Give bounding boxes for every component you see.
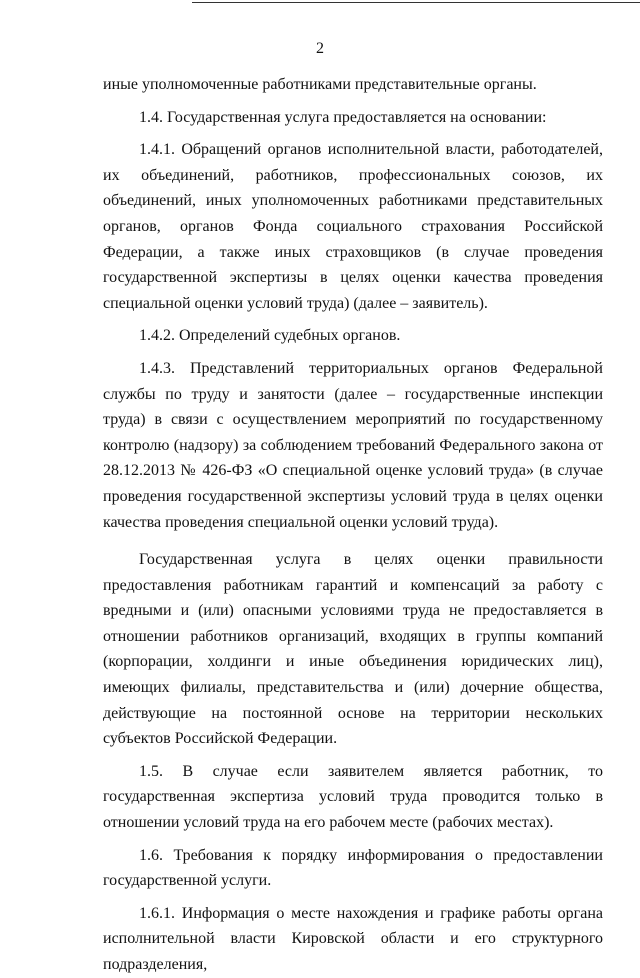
page-number: 2 bbox=[316, 40, 324, 57]
paragraph-1-4-3: 1.4.3. Представлений территориальных органов Федеральной службы по труду и занятости (далее – государственные инспекции труда) в связи с осуществлением мероприятий по государственному контролю (надзору) за соблюдением требований Федерального закона от 28.12.2013 № 426-ФЗ «О специальной оценке условий труда» (в случае проведения государственной экспертизы условий труда в целях оценки качества проведения специальной оценки условий труда). bbox=[103, 359, 603, 531]
paragraph-service-exclusion: Государственная услуга в целях оценки правильности предоставления работникам гарантий и компенсаций за работу с вредными и (или) опасными условиями труда не предоставляется в отношении работников организаций, входящих в группы компаний (корпорации, холдинги и иные объединения юридических лиц), имеющих филиалы, представительства и (или) дочерние общества, действующие на постоянной основе на территории нескольких субъектов Российской Федерации. bbox=[103, 551, 603, 748]
paragraph-1-5: 1.5. В случае если заявителем является работник, то государственная экспертиза условий труда проводится только в отношении условий труда на его рабочем месте (рабочих местах). bbox=[103, 762, 603, 832]
paragraph-1-6-1: 1.6.1. Информация о месте нахождения и графике работы органа исполнительной власти Кировской области и его структурного подразделения, bbox=[103, 904, 603, 973]
top-rule bbox=[192, 2, 640, 3]
paragraph-1-4-1: 1.4.1. Обращений органов исполнительной власти, работодателей, их объединений, работников, профессиональных союзов, их объединений, иных уполномоченных работниками представительных органов, органов Фонда социального страхования Российской Федерации, а также иных страховщиков (в случае проведения государственной экспертизы в целях оценки качества проведения специальной оценки условий труда) (далее – заявитель). bbox=[103, 141, 603, 312]
paragraph-1-4: 1.4. Государственная услуга предоставляется на основании: bbox=[139, 108, 547, 126]
document-body bbox=[103, 72, 603, 978]
paragraph-1-6: 1.6. Требования к порядку информирования о предоставлении государственной услуги. bbox=[103, 846, 603, 890]
paragraph-continuation: иные уполномоченные работниками представительные органы. bbox=[103, 76, 537, 93]
paragraph-1-4-2: 1.4.2. Определений судебных органов. bbox=[139, 327, 401, 345]
